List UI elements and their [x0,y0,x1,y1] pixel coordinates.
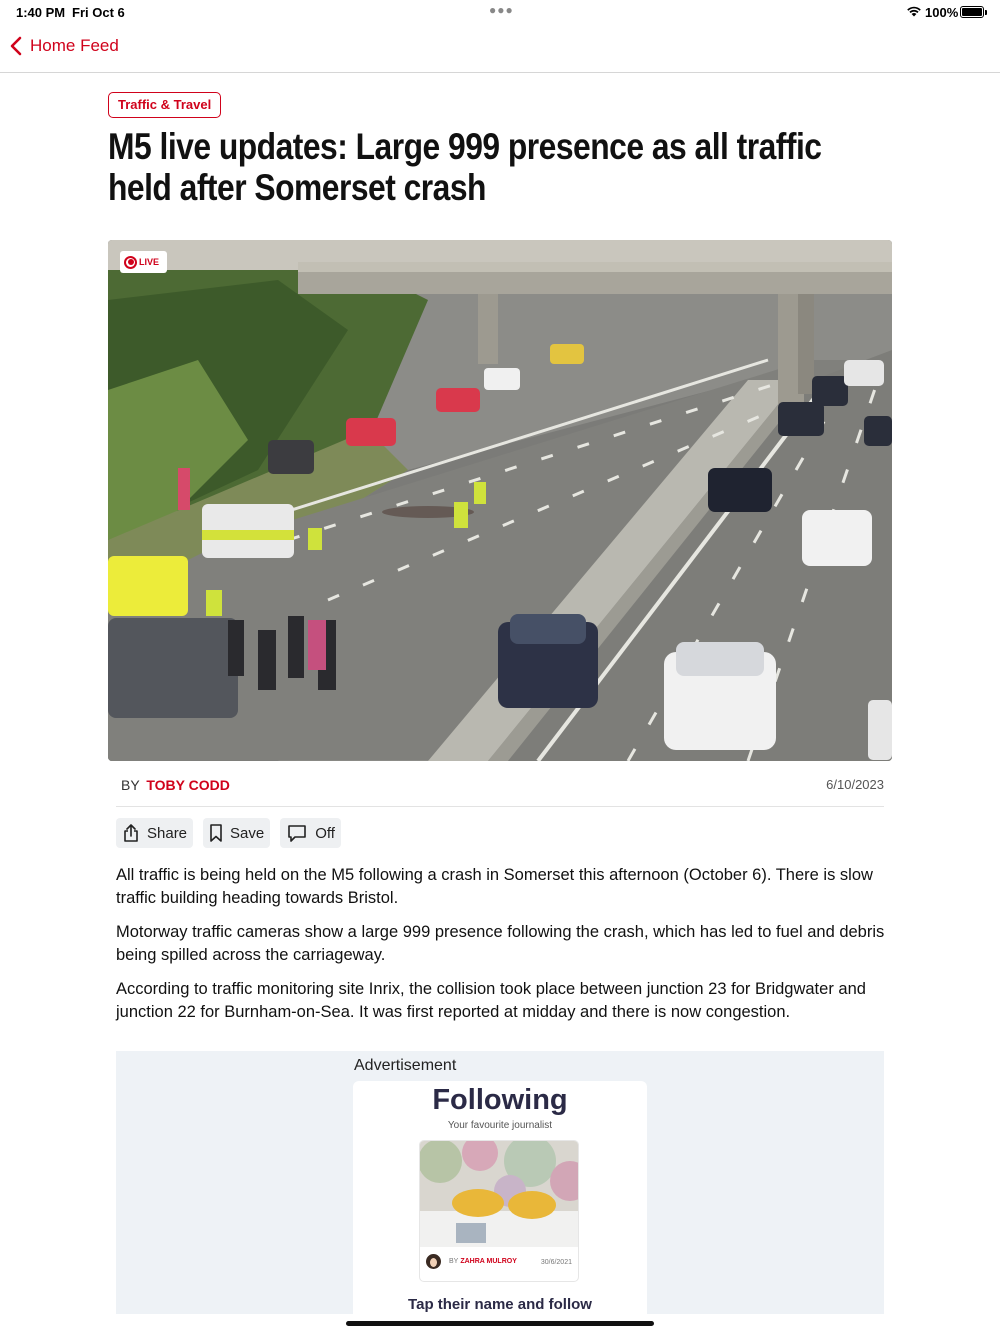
ad-article-preview [419,1140,579,1282]
share-button[interactable] [116,818,193,848]
avatar [426,1254,441,1269]
category-tag[interactable]: Traffic & Travel [108,92,221,118]
chevron-left-icon [10,36,22,56]
ad-byline [426,1254,517,1269]
ad-photo [420,1141,579,1247]
home-indicator[interactable] [346,1321,654,1326]
wifi-icon [906,5,922,20]
live-label: LIVE [139,257,160,267]
ad-card[interactable] [353,1081,647,1314]
battery-percentage: 100% [925,5,959,20]
byline-prefix: BY [121,777,140,793]
article-actions [116,818,341,848]
comment-icon [286,823,308,843]
multitasking-dots-icon[interactable]: ●●● [489,3,514,17]
ad-date: 30/6/2021 [540,1259,572,1266]
ad-author: ZAHRA MULROY [460,1258,517,1265]
divider [116,806,884,807]
author-link[interactable]: TOBY CODD [146,777,230,793]
article-paragraph: Motorway traffic cameras show a large 999 presence following the crash, which has led to fuel and debris being spilled across the carriageway. [116,923,885,964]
article-body [116,864,886,1035]
back-button[interactable] [10,36,119,56]
publish-date: 6/10/2023 [826,777,884,792]
battery-icon [960,6,984,18]
live-badge [120,251,167,273]
status-bar [0,0,1000,24]
save-button[interactable] [203,818,270,848]
ad-title: Following [432,1084,568,1116]
battery-nub [985,10,987,15]
ad-subtitle: Your favourite journalist [447,1120,553,1131]
comments-label: Off [315,824,335,842]
byline [121,777,230,793]
advertisement [116,1051,884,1314]
comments-button[interactable] [280,818,341,848]
live-indicator-icon [124,256,137,269]
article-paragraph: All traffic is being held on the M5 following a crash in Somerset this afternoon (October 6). There is slow traffic building heading towards Bristol. [116,866,873,907]
ad-byline-prefix: BY [449,1258,459,1265]
article-headline: M5 live updates: Large 999 presence as all traffic held after Somerset crash [108,126,822,208]
bookmark-icon [209,823,223,843]
status-date: Fri Oct 6 [72,5,125,20]
save-label: Save [230,824,265,842]
back-button-label: Home Feed [30,36,119,55]
ad-cta: Tap their name and follow [408,1296,592,1313]
ad-label: Advertisement [354,1057,457,1074]
article-paragraph: According to traffic monitoring site Inrix, the collision took place between junction 23 for Bridgwater and junction 22 for Burnham-on-Sea. It was first reported at midday and there is now congestion. [116,980,866,1021]
share-label: Share [147,824,188,842]
share-icon [122,823,140,843]
nav-bar [0,24,1000,73]
status-time: 1:40 PM [16,5,66,20]
hero-image [108,240,892,761]
